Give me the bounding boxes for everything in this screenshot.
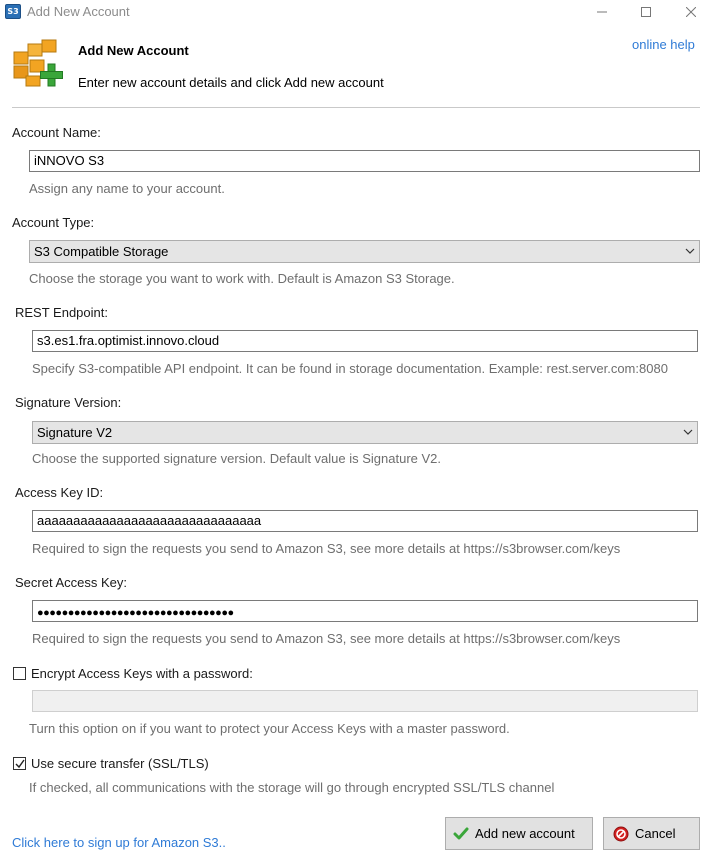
encrypt-keys-checkbox[interactable] [13,667,26,680]
window-title: Add New Account [27,4,130,19]
checkmark-icon [14,758,26,770]
app-icon: S3 [5,4,21,19]
signature-version-value: Signature V2 [37,425,113,440]
account-type-label: Account Type: [12,215,95,230]
add-account-label: Add new account [475,826,575,841]
account-name-label: Account Name: [12,125,101,140]
secure-transfer-label[interactable]: Use secure transfer (SSL/TLS) [31,756,209,771]
access-key-id-hint: Required to sign the requests you send to Amazon S3, see more details at https://s3browser.com/keys [32,541,621,556]
secret-access-key-input[interactable]: ●●●●●●●●●●●●●●●●●●●●●●●●●●●●●●●● [32,600,698,622]
close-button[interactable] [668,0,712,24]
chevron-down-icon [685,247,695,255]
cancel-icon [613,826,629,842]
checkmark-icon [453,826,469,842]
chevron-down-icon [683,428,693,436]
account-type-hint: Choose the storage you want to work with. Default is Amazon S3 Storage. [29,271,455,286]
aws-boxes-add-icon [12,38,64,90]
account-type-select[interactable] [29,240,700,263]
rest-endpoint-input[interactable]: s3.es1.fra.optimist.innovo.cloud [32,330,698,352]
account-name-hint: Assign any name to your account. [29,181,225,196]
signature-version-hint: Choose the supported signature version. Default value is Signature V2. [32,451,442,466]
encrypt-keys-hint: Turn this option on if you want to protect your Access Keys with a master password. [29,721,510,736]
secure-transfer-checkbox[interactable] [13,757,26,770]
rest-endpoint-hint: Specify S3-compatible API endpoint. It can be found in storage documentation. Example: rest.server.com:8080 [32,361,668,376]
header-subtitle: Enter new account details and click Add new account [78,75,384,90]
secret-access-key-label: Secret Access Key: [15,575,127,590]
header-divider [12,107,700,108]
header-title: Add New Account [78,43,189,58]
secret-access-key-hint: Required to sign the requests you send to Amazon S3, see more details at https://s3browser.com/keys [32,631,621,646]
master-password-input[interactable] [32,690,698,712]
access-key-id-input[interactable]: aaaaaaaaaaaaaaaaaaaaaaaaaaaaaaa [32,510,698,532]
online-help-link[interactable]: online help [632,37,695,52]
encrypt-keys-label[interactable]: Encrypt Access Keys with a password: [31,666,253,681]
maximize-button[interactable] [623,0,669,24]
title-bar [0,0,712,24]
add-account-button[interactable] [445,817,593,850]
cancel-button[interactable] [603,817,700,850]
account-name-input[interactable]: iNNOVO S3 [29,150,700,172]
maximize-icon [641,7,651,17]
account-type-value: S3 Compatible Storage [34,244,169,259]
cancel-label: Cancel [635,826,676,841]
signature-version-select[interactable] [32,421,698,444]
close-icon [686,7,696,17]
secure-transfer-hint: If checked, all communications with the storage will go through encrypted SSL/TLS channel [29,780,555,795]
minimize-icon [597,7,607,17]
rest-endpoint-label: REST Endpoint: [15,305,108,320]
signature-version-label: Signature Version: [15,395,122,410]
access-key-id-label: Access Key ID: [15,485,104,500]
signup-link[interactable]: Click here to sign up for Amazon S3.. [12,835,226,850]
minimize-button[interactable] [579,0,625,24]
